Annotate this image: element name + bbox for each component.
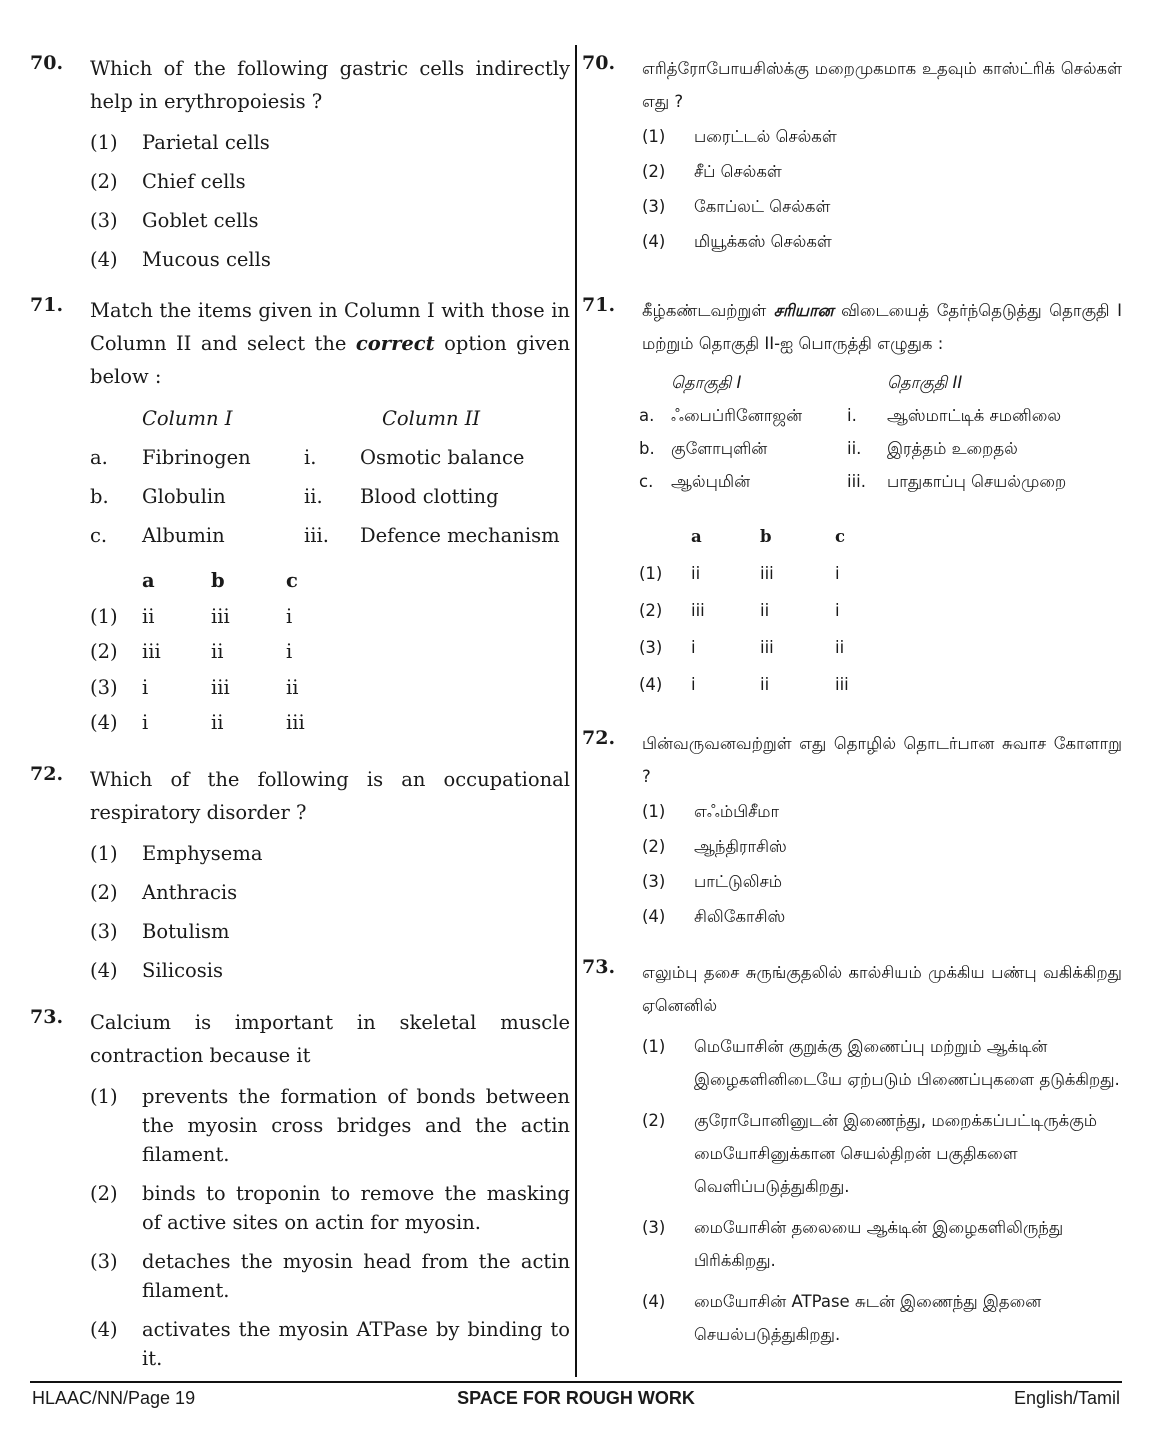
option-2[interactable]: (2) iii ii i xyxy=(639,601,840,620)
question-73-ta xyxy=(582,956,1122,1351)
match-table xyxy=(639,366,1122,498)
question-70-en xyxy=(30,52,570,274)
options xyxy=(90,839,570,985)
option-3[interactable]: (3) Botulism xyxy=(90,920,230,943)
question-72-en xyxy=(30,763,570,985)
question-text: பின்வருவனவற்றுள் எது தொழில் தொடர்பான சுவாச கோளாறு ? xyxy=(642,734,1122,786)
question-number: 73. xyxy=(30,1006,64,1028)
option-4[interactable]: (4) i ii iii xyxy=(90,711,305,734)
question-text: Which of the following is an occupational respiratory disorder ? xyxy=(90,768,570,824)
match-row: a. ஃபைப்ரினோஜன் i. ஆஸ்மாட்டிக் சமனிலை xyxy=(639,406,1062,425)
option-4[interactable]: (4) Silicosis xyxy=(90,959,223,982)
question-number: 72. xyxy=(30,763,64,785)
question-text: Which of the following gastric cells indirectly help in erythropoiesis ? xyxy=(90,57,570,113)
question-number: 71. xyxy=(30,294,64,316)
option-2[interactable]: (2) சீப் செல்கள் xyxy=(642,162,782,181)
option-3[interactable]: (3) i iii ii xyxy=(90,675,299,699)
answer-grid xyxy=(639,518,1122,703)
match-row: c. Albumin iii. Defence mechanism xyxy=(90,524,560,547)
column-divider xyxy=(575,45,577,1377)
question-text: Match the items given in Column I with those in Column II and select the correct option given below : xyxy=(90,299,570,388)
question-71-en xyxy=(30,294,570,741)
footer-rule xyxy=(30,1381,1122,1383)
footer-rough-work: SPACE FOR ROUGH WORK xyxy=(457,1388,695,1408)
option-1[interactable]: (1) Emphysema xyxy=(90,842,263,865)
option-4[interactable]: (4) Mucous cells xyxy=(90,248,271,271)
question-number: 71. xyxy=(582,294,616,316)
question-number: 70. xyxy=(582,52,616,74)
option-4[interactable]: (4) மியூக்கஸ் செல்கள் xyxy=(642,232,832,251)
option-1[interactable]: (1) மெயோசின் குறுக்கு இணைப்பு மற்றும் ஆக்டின் இழைகளினிடையே ஏற்படும் பிணைப்புகளை தடுக்கிறது. xyxy=(642,1037,1120,1089)
option-3[interactable]: (3) கோப்லட் செல்கள் xyxy=(642,197,831,216)
option-1[interactable]: (1) பரைட்டல் செல்கள் xyxy=(642,127,837,146)
option-3[interactable]: (3) பாட்டுலிசம் xyxy=(642,872,782,891)
option-4[interactable]: (4) activates the myosin ATPase by binding to it. xyxy=(90,1318,570,1370)
question-number: 70. xyxy=(30,52,64,74)
option-4[interactable]: (4) i ii iii xyxy=(639,675,849,694)
option-2[interactable]: (2) iii ii i xyxy=(90,640,293,663)
option-1[interactable]: (1) prevents the formation of bonds between the myosin cross bridges and the actin filament. xyxy=(90,1085,570,1166)
match-header: தொகுதி I தொகுதி II xyxy=(671,373,963,392)
match-row: c. ஆல்புமின் iii. பாதுகாப்பு செயல்முறை xyxy=(639,472,1067,491)
footer-page-id: HLAAC/NN/Page 19 xyxy=(32,1388,196,1408)
options xyxy=(90,128,570,274)
question-72-ta xyxy=(582,727,1122,933)
question-text: கீழ்கண்டவற்றுள் சரியான விடையைத் தேர்ந்தெடுத்து தொகுதி I மற்றும் தொகுதி II-ஐ பொருத்தி எழுதுக : xyxy=(642,301,1122,353)
question-number: 73. xyxy=(582,956,616,978)
question-71-ta xyxy=(582,294,1122,703)
options xyxy=(90,1082,570,1373)
option-4[interactable]: (4) மையோசின் ATPase சுடன் இணைந்து இதனை செயல்படுத்துகிறது. xyxy=(642,1292,1042,1344)
match-table xyxy=(90,399,570,555)
option-1[interactable]: (1) ii iii i xyxy=(639,564,840,583)
question-70-ta xyxy=(582,52,1122,258)
option-3[interactable]: (3) detaches the myosin head from the actin filament. xyxy=(90,1250,570,1302)
option-4[interactable]: (4) சிலிகோசிஸ் xyxy=(642,907,786,926)
option-3[interactable]: (3) i iii ii xyxy=(639,638,845,657)
match-header: Column I Column II xyxy=(142,407,481,430)
option-3[interactable]: (3) மையோசின் தலையை ஆக்டின் இழைகளிலிருந்து பிரிக்கிறது. xyxy=(642,1218,1064,1270)
match-row: b. குளோபுளின் ii. இரத்தம் உறைதல் xyxy=(639,439,1018,458)
options xyxy=(642,120,1122,258)
question-text: எரித்ரோபோயசிஸ்க்கு மறைமுகமாக உதவும் காஸ்ட்ரிக் செல்கள் எது ? xyxy=(642,59,1122,111)
options xyxy=(642,795,1122,933)
question-text: எலும்பு தசை சுருங்குதலில் கால்சியம் முக்கிய பண்பு வகிக்கிறது ஏனெனில் xyxy=(642,963,1122,1015)
question-73-en xyxy=(30,1006,570,1373)
footer-language: English/Tamil xyxy=(1013,1388,1120,1408)
match-row: a. Fibrinogen i. Osmotic balance xyxy=(90,446,525,469)
option-2[interactable]: (2) Anthracis xyxy=(90,881,238,904)
option-2[interactable]: (2) குரோபோனினுடன் இணைந்து, மறைக்கப்பட்டிருக்கும் மையோசினுக்கான செயல்திறன் பகுதிகளை வெளிப்படுத்துகிறது. xyxy=(642,1111,1098,1196)
question-number: 72. xyxy=(582,727,616,749)
grid-header: a b c xyxy=(142,569,298,592)
options xyxy=(642,1030,1122,1351)
option-1[interactable]: (1) Parietal cells xyxy=(90,131,270,154)
option-2[interactable]: (2) Chief cells xyxy=(90,170,246,193)
option-2[interactable]: (2) ஆந்திராசிஸ் xyxy=(642,837,787,856)
option-1[interactable]: (1) எஃம்பிசீமா xyxy=(642,802,780,821)
option-3[interactable]: (3) Goblet cells xyxy=(90,209,259,232)
option-1[interactable]: (1) ii iii i xyxy=(90,604,293,628)
option-2[interactable]: (2) binds to troponin to remove the masking of active sites on actin for myosin. xyxy=(90,1182,570,1234)
answer-grid xyxy=(90,563,570,741)
question-text: Calcium is important in skeletal muscle contraction because it xyxy=(90,1011,570,1067)
match-row: b. Globulin ii. Blood clotting xyxy=(90,485,499,508)
grid-header: a b c xyxy=(691,527,846,546)
